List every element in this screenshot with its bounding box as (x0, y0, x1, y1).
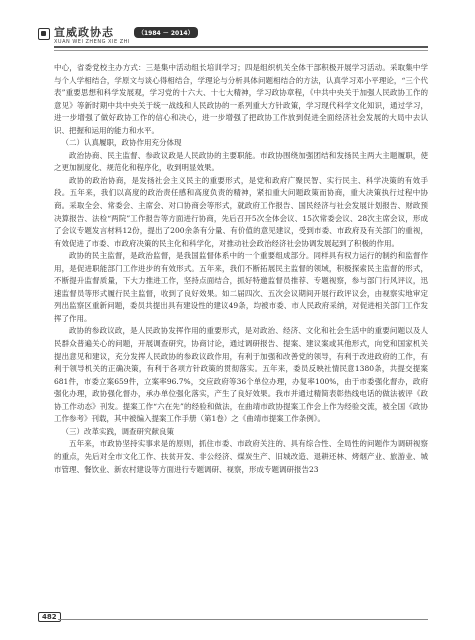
book-title-pinyin: XUAN WEI ZHENG XIE ZHI (54, 39, 130, 45)
paragraph: 政治协商、民主监督、参政议政是人民政协的主要职能。市政协围绕加强团结和发扬民主两大主题履职，使之更加制度化、规范化和程序化，收到明显效果。 (54, 150, 428, 173)
paragraph: 政协的民主监督，是政治监督，是我国监督体系中的一个重要组成部分。同样具有权力运行的制约和监督作用，是促进职能部门工作进步的有效形式。五年来，我们不断拓展民主监督的领域，积极探索民主监督的形式，不断提升监督质量，下大力推进工作，坚持点面结合，抓好特邀监督员推荐、专题视察，参与部门行风评议，迅速监督员等形式履行民主监督，收到了良好效果。如二届四次、五次会议期间开展行政评议会，由视察实地审定列出监察区重新问题，委员共提出具有建设性的建议49条，均被市委、市人民政府采纳，对促进相关部门工作发挥了作用。 (54, 251, 428, 323)
header-divider-thick (54, 46, 428, 48)
paragraph: 政协的参政议政，是人民政协发挥作用的重要形式，是对政治、经济、文化和社会生活中的重要问题以及人民群众普遍关心的问题，开展调查研究，协商讨论，通过调研报告、提案、建议案或其他形式，向党和国家机关提出意见和建议，充分发挥人民政协的参政议政作用，有利于加强和改善党的领导，有利于改进政府的工作，有利于领导机关的正确决策，有利于各项方针政策的贯彻落实。五年来，委员反映社情民意1380条，共提交提案681件，市委立案659件，立案率96.7%，交应政府等36个单位办理，办复率100%，由于市委强化督办，政府强化办理，政协强化督办，承办单位强化落实，产生了良好效果。我市并通过精简表彰热线电话的做法被评《政协工作动态》刊发。提案工作“六在先”的经验和做法，在曲靖市政协提案工作会上作为经验交流，被全国《政协工作参考》刊载，其中被编入提案工作手册（第1卷）之《曲靖市提案工作条例》。 (54, 326, 428, 424)
header-divider-thin (54, 50, 428, 51)
footer-divider (58, 619, 428, 620)
page-body (54, 62, 428, 476)
page-number: 482 (38, 612, 61, 622)
book-title: 宣威政协志 (54, 26, 114, 39)
section-heading: （二）认真履职，政协作用充分体现 (61, 138, 182, 148)
book-logo-icon (38, 28, 50, 40)
book-years-badge: （1984 － 2014） (134, 27, 198, 38)
paragraph: 中心，省委党校主办方式：三是集中活动组长培训学习；四是组织机关全体干部积极开展学习活动。采取集中学与个人学相结合，学原文与谈心得相结合，学理论与分析具体问题相结合的方法，认真学习邓小平理论，“三个代表”重要思想和科学发展观，学习党的十六大、十七大精神，学习政协章程，《中共中央关于加强人民政协工作的意见》等新时期中共中央关于统一战线和人民政协的一系列重大方针政策，学习现代科学文化知识，通过学习，进一步增强了做好政协工作的信心和决心，进一步增强了把政协工作放到促进全面经济社会发展的大局中去认识、把握和运用的能力和水平。 (54, 63, 428, 135)
page-header (0, 0, 475, 58)
section-heading: （三）改革实践，调查研究献良策 (61, 426, 174, 436)
paragraph: 政协的政治协商，是发扬社会主义民主的重要形式，是党和政府广聚民智、实行民主、科学决策的有效手段。五年来，我们以高度的政治责任感和高度负责的精神，紧扣重大问题政策而协商，重大决策执行过程中协商。采取全会、常委会、主席会、对口协商会等形式，就政府工作报告、国民经济与社会发展计划报告、财政预决算报告、法检“两院”工作报告等方面进行协商，先后召开5次全体会议、15次常委会议、28次主席会议，形成了会议专题发言材料12份，提出了200余条有分量、有价值的意见建议，受到市委、市政府及有关部门的重视，有效促进了市委、市政府决策的民主化和科学化，对推动社会政治经济社会协调发展起到了积极的作用。 (54, 175, 428, 248)
paragraph: 五年来，市政协坚持实事求是的原则，抓住市委、市政府关注的、具有综合性、全局性的问题作为调研视察的重点，先后对全市文化工作、扶贫开发、非公经济、煤炭生产、旧城改造、退耕还林、烤烟产业、旅游业、城市管理、餐饮业、新农村建设等方面进行专题调研、视察，形成专题调研报告23 (54, 439, 428, 474)
